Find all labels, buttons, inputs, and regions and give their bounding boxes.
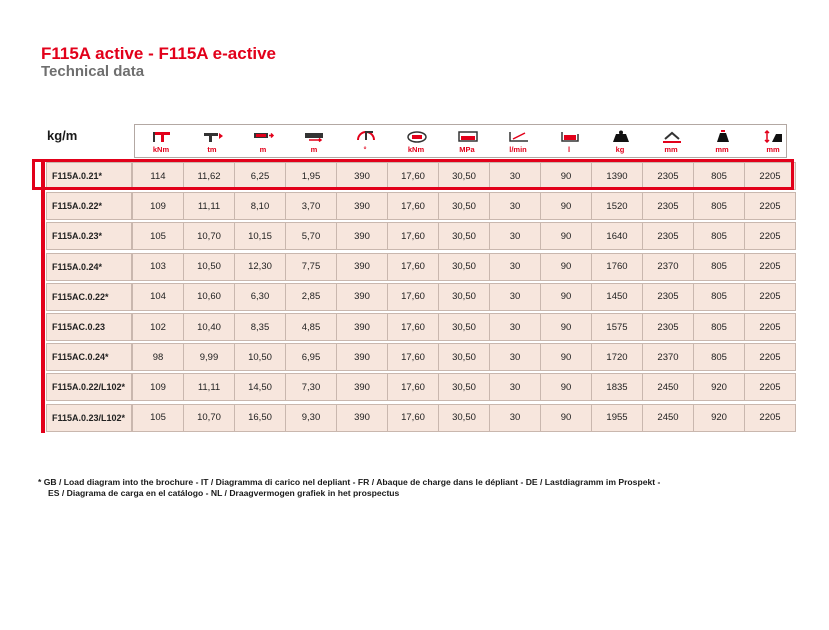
table-cell: 30: [489, 343, 541, 371]
table-cell: 30: [489, 222, 541, 250]
column-unit: mm: [664, 145, 678, 154]
table-cell: 109: [132, 373, 184, 401]
table-row: [46, 313, 787, 341]
column-unit: m: [259, 145, 267, 154]
table-header: [134, 124, 787, 158]
installation-space-icon: [712, 129, 734, 143]
table-cell: 8,10: [234, 192, 286, 220]
column-header: [391, 125, 442, 157]
page-title: F115A active - F115A e-active: [41, 44, 276, 63]
slewing-angle-icon: [355, 129, 377, 143]
table-cell: 12,30: [234, 253, 286, 281]
table-cell: 10,60: [183, 283, 235, 311]
oil-tank-icon: [559, 129, 581, 143]
table-cell: 30,50: [438, 343, 490, 371]
column-header: [493, 125, 544, 157]
table-cell: 9,30: [285, 404, 337, 432]
table-cell: 6,30: [234, 283, 286, 311]
table-cell: 30: [489, 253, 541, 281]
table-cell: 30: [489, 192, 541, 220]
table-cell: 390: [336, 283, 388, 311]
column-header: [340, 125, 391, 157]
hydraulic-outreach-icon: [253, 129, 275, 143]
column-unit: °: [363, 145, 367, 154]
table-cell: 14,50: [234, 373, 286, 401]
table-cell: 1720: [591, 343, 643, 371]
table-cell: 5,70: [285, 222, 337, 250]
table-cell: 1760: [591, 253, 643, 281]
table-cell: 805: [693, 192, 745, 220]
table-cell: 805: [693, 222, 745, 250]
column-unit: l: [567, 145, 571, 154]
column-header: [646, 125, 697, 157]
table-cell: 30,50: [438, 283, 490, 311]
table-cell: 2305: [642, 283, 694, 311]
table-cell: 390: [336, 222, 388, 250]
table-cell: 90: [540, 313, 592, 341]
column-unit: mm: [766, 145, 780, 154]
footnote: [38, 477, 798, 499]
table-cell: 390: [336, 162, 388, 190]
table-cell: 105: [132, 222, 184, 250]
table-accent-bar: [41, 160, 45, 433]
table-cell: 17,60: [387, 313, 439, 341]
column-header: [442, 125, 493, 157]
table-cell: 390: [336, 192, 388, 220]
model-name: F115AC.0.22*: [46, 283, 132, 311]
table-cell: 10,15: [234, 222, 286, 250]
column-unit: kNm: [152, 145, 170, 154]
column-header: [595, 125, 646, 157]
table-cell: 805: [693, 283, 745, 311]
table-cell: 920: [693, 373, 745, 401]
table-row: [46, 253, 787, 281]
table-cell: 30: [489, 283, 541, 311]
table-cell: 1955: [591, 404, 643, 432]
crane-lift-icon: [151, 129, 173, 143]
table-cell: 2450: [642, 404, 694, 432]
table-cell: 4,85: [285, 313, 337, 341]
table-cell: 805: [693, 343, 745, 371]
column-unit: m: [310, 145, 318, 154]
column-header: [748, 125, 799, 157]
slewing-torque-icon: [406, 129, 428, 143]
table-cell: 10,50: [234, 343, 286, 371]
stabilizer-spread-icon: [661, 129, 683, 143]
column-unit: tm: [207, 145, 217, 154]
table-cell: 17,60: [387, 222, 439, 250]
table-cell: 2370: [642, 343, 694, 371]
table-cell: 2205: [744, 222, 796, 250]
table-cell: 2205: [744, 404, 796, 432]
table-cell: 2205: [744, 192, 796, 220]
table-cell: 105: [132, 404, 184, 432]
table-cell: 1835: [591, 373, 643, 401]
table-cell: 17,60: [387, 283, 439, 311]
table-cell: 3,70: [285, 192, 337, 220]
table-cell: 920: [693, 404, 745, 432]
table-cell: 2370: [642, 253, 694, 281]
table-cell: 17,60: [387, 162, 439, 190]
table-row: [46, 192, 787, 220]
table-row: [46, 373, 787, 401]
model-name: F115A.0.22*: [46, 192, 132, 220]
table-cell: 114: [132, 162, 184, 190]
table-cell: 90: [540, 343, 592, 371]
table-cell: 10,70: [183, 404, 235, 432]
table-cell: 17,60: [387, 404, 439, 432]
table-cell: 17,60: [387, 192, 439, 220]
table-cell: 11,11: [183, 373, 235, 401]
table-cell: 30,50: [438, 313, 490, 341]
table-cell: 2205: [744, 343, 796, 371]
table-cell: 390: [336, 373, 388, 401]
table-row: [46, 404, 787, 432]
table-cell: 30: [489, 313, 541, 341]
table-cell: 30: [489, 404, 541, 432]
table-cell: 30: [489, 373, 541, 401]
table-cell: 10,50: [183, 253, 235, 281]
footnote-line-1: * GB / Load diagram into the brochure - IT / Diagramma di carico nel depliant - FR / Abaque de charge dans le dépliant - DE / Lastdiagramm im Prospekt -: [38, 477, 661, 487]
model-name: F115A.0.22/L102*: [46, 373, 132, 401]
table-cell: 390: [336, 313, 388, 341]
table-cell: 2,85: [285, 283, 337, 311]
table-cell: 30,50: [438, 162, 490, 190]
table-cell: 30,50: [438, 253, 490, 281]
table-cell: 30,50: [438, 373, 490, 401]
table-cell: 8,35: [234, 313, 286, 341]
model-name: F115A.0.23/L102*: [46, 404, 132, 432]
column-unit: MPa: [459, 145, 475, 154]
table-cell: 2205: [744, 283, 796, 311]
table-cell: 17,60: [387, 373, 439, 401]
table-cell: 30,50: [438, 404, 490, 432]
table-cell: 2450: [642, 373, 694, 401]
model-name: F115AC.0.23: [46, 313, 132, 341]
table-cell: 10,40: [183, 313, 235, 341]
table-cell: 30,50: [438, 222, 490, 250]
table-row: [46, 343, 787, 371]
pressure-icon: [457, 129, 479, 143]
table-cell: 390: [336, 253, 388, 281]
column-header: [697, 125, 748, 157]
table-cell: 109: [132, 192, 184, 220]
table-cell: 2305: [642, 313, 694, 341]
table-row: [46, 222, 787, 250]
table-cell: 90: [540, 404, 592, 432]
row-highlight: [32, 159, 794, 190]
table-cell: 1640: [591, 222, 643, 250]
crane-height-icon: [763, 129, 785, 143]
table-cell: 103: [132, 253, 184, 281]
column-unit: l/min: [509, 145, 527, 154]
table-cell: 805: [693, 313, 745, 341]
table-cell: 90: [540, 162, 592, 190]
table-cell: 2305: [642, 162, 694, 190]
model-name: F115A.0.21*: [46, 162, 132, 190]
table-cell: 90: [540, 373, 592, 401]
table-cell: 98: [132, 343, 184, 371]
column-header: [187, 125, 238, 157]
table-cell: 390: [336, 343, 388, 371]
table-cell: 2205: [744, 253, 796, 281]
table-cell: 805: [693, 253, 745, 281]
table-cell: 2205: [744, 162, 796, 190]
table-cell: 7,75: [285, 253, 337, 281]
table-cell: 1,95: [285, 162, 337, 190]
table-cell: 6,95: [285, 343, 337, 371]
table-cell: 90: [540, 222, 592, 250]
table-row: [46, 283, 787, 311]
table-cell: 30,50: [438, 192, 490, 220]
table-cell: 2205: [744, 373, 796, 401]
column-unit: kg: [615, 145, 625, 154]
table-cell: 90: [540, 283, 592, 311]
table-cell: 390: [336, 404, 388, 432]
column-header: [238, 125, 289, 157]
column-unit: kNm: [407, 145, 425, 154]
table-cell: 17,60: [387, 253, 439, 281]
page-subtitle: Technical data: [41, 63, 145, 80]
table-cell: 11,62: [183, 162, 235, 190]
table-cell: 1450: [591, 283, 643, 311]
column-header: [136, 125, 187, 157]
table-cell: 11,11: [183, 192, 235, 220]
column-header: [289, 125, 340, 157]
table-cell: 17,60: [387, 343, 439, 371]
table-cell: 2305: [642, 222, 694, 250]
table-cell: 102: [132, 313, 184, 341]
table-cell: 2305: [642, 192, 694, 220]
table-cell: 9,99: [183, 343, 235, 371]
table-cell: 2205: [744, 313, 796, 341]
table-cell: 90: [540, 192, 592, 220]
column-header: [544, 125, 595, 157]
model-name: F115A.0.24*: [46, 253, 132, 281]
column-unit: mm: [715, 145, 729, 154]
unit-label: kg/m: [47, 128, 78, 143]
weight-icon: [610, 129, 632, 143]
lifting-moment-icon: [202, 129, 224, 143]
table-cell: 1390: [591, 162, 643, 190]
table-cell: 30: [489, 162, 541, 190]
table-cell: 10,70: [183, 222, 235, 250]
table-cell: 90: [540, 253, 592, 281]
table-cell: 16,50: [234, 404, 286, 432]
table-cell: 1575: [591, 313, 643, 341]
pump-flow-icon: [508, 129, 530, 143]
table-cell: 1520: [591, 192, 643, 220]
boom-extension-icon: [304, 129, 326, 143]
model-name: F115A.0.23*: [46, 222, 132, 250]
footnote-line-2: ES / Diagrama de carga en el catálogo - NL / Draagvermogen grafiek in het prospectus: [48, 488, 400, 498]
table-cell: 805: [693, 162, 745, 190]
model-name: F115AC.0.24*: [46, 343, 132, 371]
table-cell: 7,30: [285, 373, 337, 401]
table-cell: 104: [132, 283, 184, 311]
table-cell: 6,25: [234, 162, 286, 190]
